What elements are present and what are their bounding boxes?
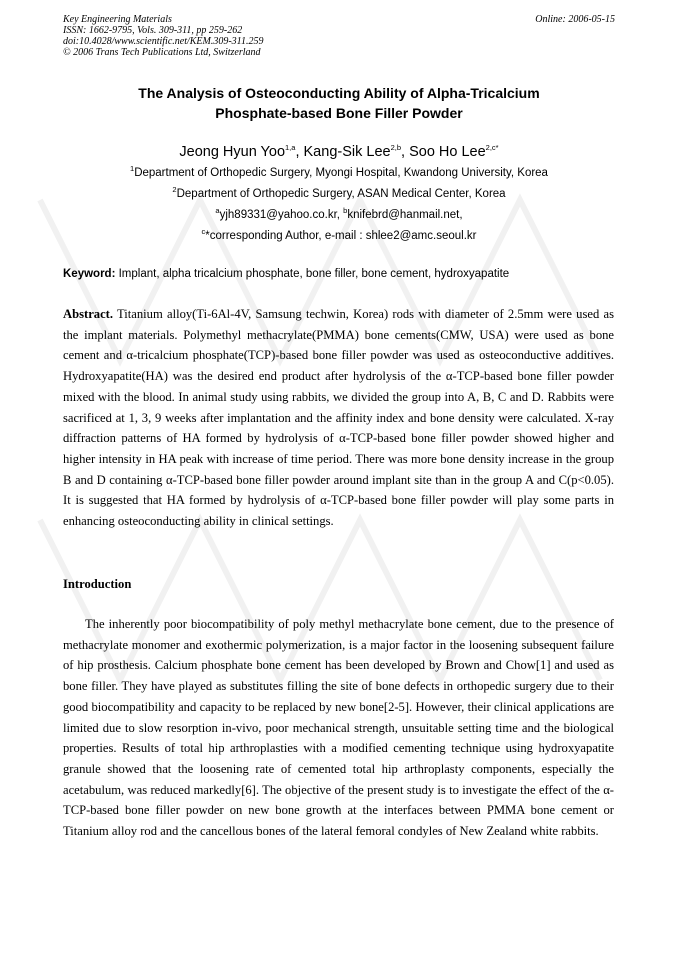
doi-line: doi:10.4028/www.scientific.net/KEM.309-311.259 (63, 36, 264, 47)
email-b-mark: b (343, 206, 348, 216)
abstract-text: Titanium alloy(Ti-6Al-4V, Samsung techwin, Korea) rods with diameter of 2.5mm were used as the implant materials. Polymethyl methacrylate(PMMA) bone cements(CMW, USA) were used as bone cement and α-tricalcium phosphate(TCP)-based bone filler powder was used as osteoconductive additives. Hydroxyapatite(HA) was the desired end product after hydrolysis of the α-TCP-based bone filler powder mixed with the blood. In animal study using rabbits, we divided the group into A, B, C and D. Rabbits were sacrificed at 1, 3, 9 weeks after implantation and the affinity index and bone density were calculated. X-ray diffraction patterns of HA formed by hydrolysis of α-TCP-based bone filler powder showed higher and higher intensity in HA peak with increase of time period. There was more bone density increase in the group B and D containing α-TCP-based bone filler powder around implant site than in the group A and C(p<0.05). It is suggested that HA formed by hydrolysis of α-TCP-based bone filler powder will play some parts in enhancing osteoconducting ability in clinical settings. (63, 307, 614, 529)
email-c-mark: c (201, 227, 206, 237)
introduction-paragraph: The inherently poor biocompatibility of poly methyl methacrylate bone cement, due to the presence of methacrylate monomer and exothermic polymerization, is a major factor in the loosening subsequent failure of hip prosthesis. Calcium phosphate bone cement has been developed by Brown and Chow[1] and used as bone filler. They have played as substitutes filling the site of bone defects in orthopedic surgery due to their good biocompatibility and capacity to be replaced by new bone[2-5]. However, their clinical applications are limited due to slow resorption in-vivo, poor mechanical strength, unsuitable setting time and the biological properties. Results of total hip arthroplasties with a modified cementing technique using hydroxyapatite granule showed that the loosening rate of cemented total hip arthroplasty components, especially the acetabulum, was reduced markedly[6]. The objective of the present study is to investigate the effect of the α-TCP-based bone filler powder on new bone growth at the interfaces between PMMA bone cement or Titanium alloy rod and the cancellous bones of the lateral femoral condyles of New Zealand white rabbits. (63, 617, 614, 839)
affiliation-2-text: Department of Orthopedic Surgery, ASAN Medical Center, Korea (176, 188, 506, 200)
author-3-name: Soo Ho Lee (409, 144, 486, 160)
author-list (63, 143, 615, 161)
affiliation-2-mark: 2 (172, 185, 177, 195)
keywords (63, 267, 623, 281)
author-2-affiliation-mark: 2,b (390, 143, 402, 153)
affiliation-1-mark: 1 (130, 164, 135, 174)
author-1-affiliation-mark: 1,a (285, 143, 296, 153)
author-1-name: Jeong Hyun Yoo (179, 144, 286, 160)
abstract-paragraph (63, 304, 614, 532)
author-2-name: Kang-Sik Lee (303, 144, 391, 160)
email-b: knifebrd@hanmail.net, (347, 209, 463, 221)
affiliation-1 (63, 166, 615, 180)
online-date: Online: 2006-05-15 (535, 14, 615, 25)
affiliation-1-text: Department of Orthopedic Surgery, Myongi Hospital, Kwandong University, Korea (134, 167, 548, 179)
corresponding-author (63, 229, 615, 243)
title-line-1: The Analysis of Osteoconducting Ability of Alpha-Tricalcium (138, 85, 540, 101)
title-line-2: Phosphate-based Bone Filler Powder (215, 105, 463, 121)
author-separator: , (295, 144, 304, 160)
keyword-label: Keyword: (63, 268, 116, 280)
affiliation-2 (63, 187, 615, 201)
journal-name: Key Engineering Materials (63, 14, 172, 25)
journal-header (63, 14, 263, 58)
introduction-heading: Introduction (63, 577, 132, 591)
abstract-label: Abstract. (63, 307, 114, 321)
issn-line: ISSN: 1662-9795, Vols. 309-311, pp 259-262 (63, 25, 243, 36)
corresponding-author-text: *corresponding Author, e-mail : shlee2@amc.seoul.kr (205, 230, 477, 242)
keyword-text: Implant, alpha tricalcium phosphate, bone filler, bone cement, hydroxyapatite (115, 268, 510, 280)
author-separator: , (401, 144, 410, 160)
email-a: yjh89331@yahoo.co.kr, (219, 209, 344, 221)
copyright-line: © 2006 Trans Tech Publications Ltd, Switzerland (63, 47, 261, 58)
author-3-affiliation-mark: 2,c* (485, 143, 499, 153)
paper-title (63, 83, 615, 123)
email-a-mark: a (215, 206, 220, 216)
author-emails (63, 208, 615, 222)
